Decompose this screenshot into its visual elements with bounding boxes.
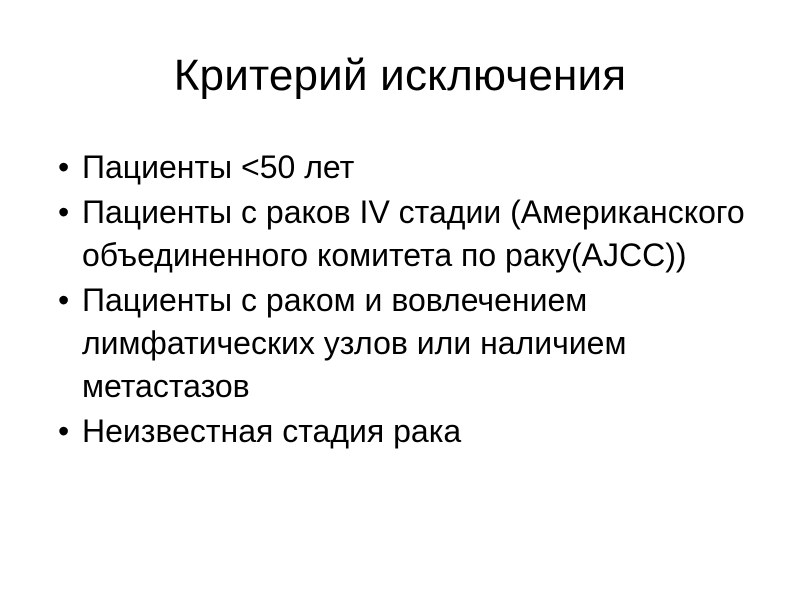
bullet-icon: •	[58, 149, 70, 185]
slide-title: Критерий исключения	[173, 51, 627, 100]
bullet-icon: •	[58, 282, 70, 318]
bullet-item	[58, 191, 758, 277]
bullet-icon: •	[58, 413, 70, 449]
bullet-item	[58, 146, 758, 189]
bullet-list	[58, 146, 758, 455]
bullet-text-age: Пациенты <50 лет	[82, 149, 355, 185]
bullet-item	[58, 279, 758, 408]
bullet-item	[58, 410, 758, 453]
bullet-text-unknown-stage: Неизвестная стадия рака	[82, 413, 462, 449]
bullet-icon: •	[58, 194, 70, 230]
bullet-text-stage-iv: Пациенты с раков IV стадии (Американского объединенного комитета по раку(AJCC))	[82, 194, 745, 273]
bullet-text-lymph-nodes: Пациенты с раком и вовлечением лимфатических узлов или наличием метастазов	[82, 282, 627, 404]
